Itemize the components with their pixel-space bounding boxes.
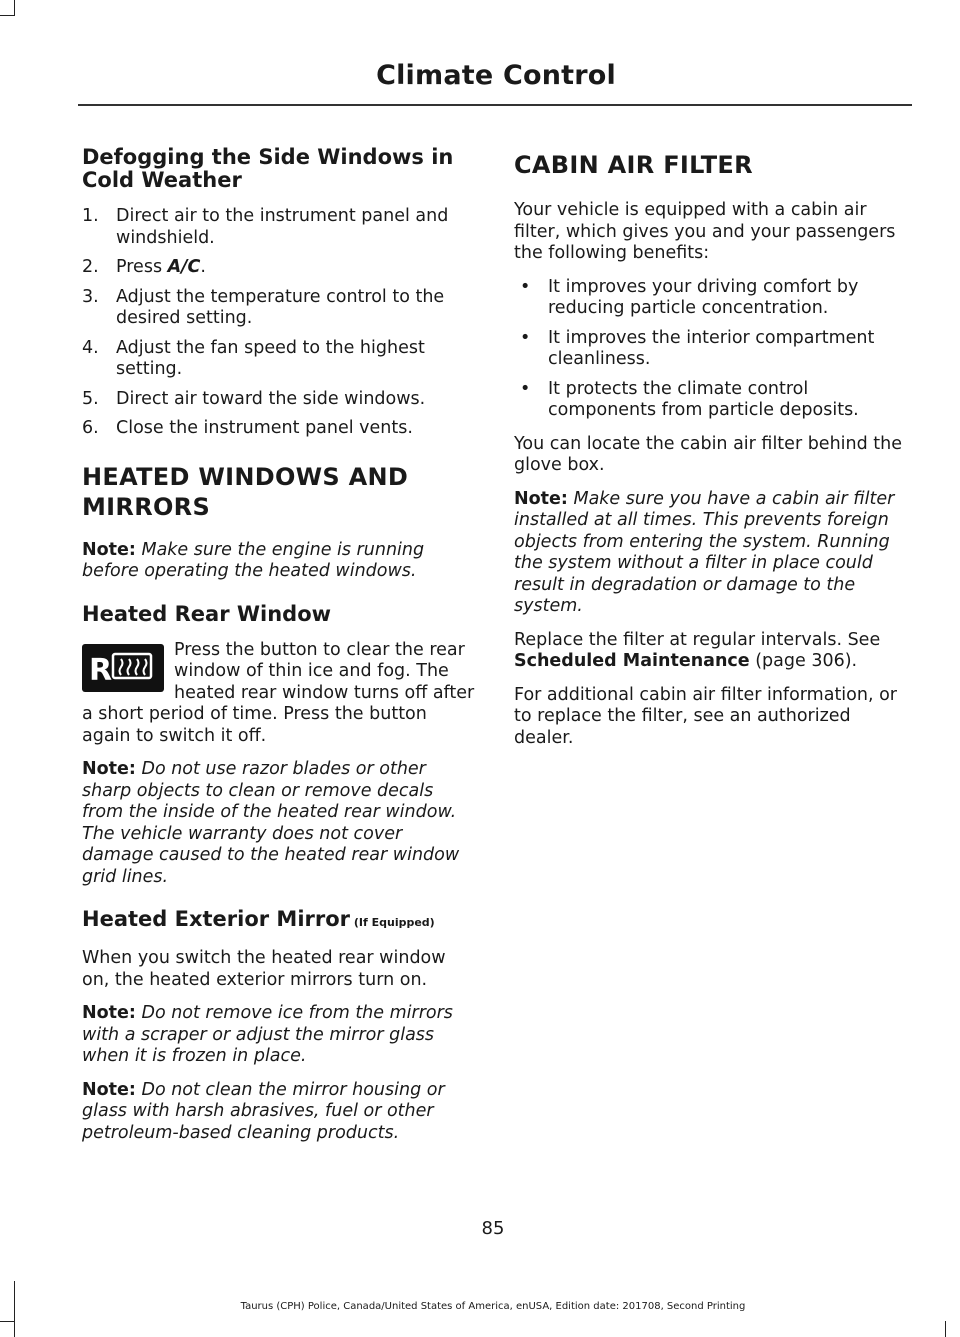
- list-item: 3. Adjust the temperature control to the desired setting.: [82, 286, 445, 328]
- left-column: [82, 146, 476, 1156]
- note: Note: Do not remove ice from the mirrors with a scraper or adjust the mirror glass when it is frozen in place.: [82, 1003, 453, 1066]
- defog-steps: [82, 206, 476, 440]
- locate-paragraph: You can locate the cabin air filter behind the glove box.: [514, 433, 903, 475]
- crop-mark: [0, 15, 15, 16]
- crop-mark: [945, 1321, 946, 1337]
- heated-mirror-heading: Heated Exterior Mirror (If Equipped): [82, 907, 435, 931]
- svg-text:R: R: [89, 652, 113, 687]
- intro-paragraph: Your vehicle is equipped with a cabin air filter, which gives you and your passengers the following benefits:: [514, 200, 896, 263]
- list-item: 4. Adjust the fan speed to the highest setting.: [82, 337, 425, 379]
- list-item: • It improves your driving comfort by reducing particle concentration.: [520, 276, 859, 318]
- scheduled-maintenance-link[interactable]: Scheduled Maintenance: [514, 651, 750, 671]
- right-column: [514, 146, 910, 761]
- heated-windows-heading: HEATED WINDOWS AND MIRRORS: [82, 462, 409, 521]
- cabin-air-filter-heading: CABIN AIR FILTER: [514, 151, 753, 179]
- if-equipped-tag: (If Equipped): [350, 916, 435, 929]
- mirror-paragraph: When you switch the heated rear window on, the heated exterior mirrors turn on.: [82, 948, 446, 990]
- ac-label: A/C: [167, 257, 201, 277]
- crop-mark: [14, 0, 15, 16]
- footer-text: Taurus (CPH) Police, Canada/United States of America, enUSA, Edition date: 201708, Second Printing: [240, 1301, 746, 1312]
- list-item: • It improves the interior compartment cleanliness.: [520, 327, 875, 369]
- additional-paragraph: For additional cabin air filter information, or to replace the filter, see an authorized dealer.: [514, 684, 897, 748]
- list-item: 2. Press A/C.: [82, 257, 206, 277]
- replace-paragraph: Replace the filter at regular intervals. See Scheduled Maintenance (page 306).: [514, 629, 881, 671]
- header-divider: [78, 104, 912, 106]
- rear-defrost-icon: [82, 644, 164, 692]
- defog-heading: Defogging the Side Windows in Cold Weather: [82, 145, 454, 192]
- note: Note: Make sure you have a cabin air filter installed at all times. This prevents foreign objects from entering the system. Running the system without a filter in place could result in degradation or damage to the system.: [514, 488, 895, 616]
- crop-mark: [0, 1321, 14, 1322]
- page-title: Climate Control: [376, 60, 616, 91]
- note: Note: Do not use razor blades or other sharp objects to clean or remove decals from the inside of the heated rear window. The vehicle warranty does not cover damage caused to the heated rear window grid lines.: [82, 759, 460, 887]
- rear-window-paragraph: R Press the button to clear the rear window of thin ice and fog. The heated rear window turns off after a short period of time. Press the button again to switch it off.: [82, 639, 475, 746]
- list-item: 1. Direct air to the instrument panel and windshield.: [82, 206, 449, 248]
- page-number: 85: [481, 1218, 505, 1239]
- list-item: • It protects the climate control components from particle deposits.: [520, 378, 859, 420]
- benefits-list: [514, 277, 910, 422]
- note: Note: Do not clean the mirror housing or glass with harsh abrasives, fuel or other petroleum-based cleaning products.: [82, 1079, 445, 1143]
- list-item: 5. Direct air toward the side windows.: [82, 388, 426, 409]
- heated-rear-window-heading: Heated Rear Window: [82, 601, 332, 626]
- note: Note: Make sure the engine is running before operating the heated windows.: [82, 539, 425, 581]
- list-item: 6. Close the instrument panel vents.: [82, 418, 413, 438]
